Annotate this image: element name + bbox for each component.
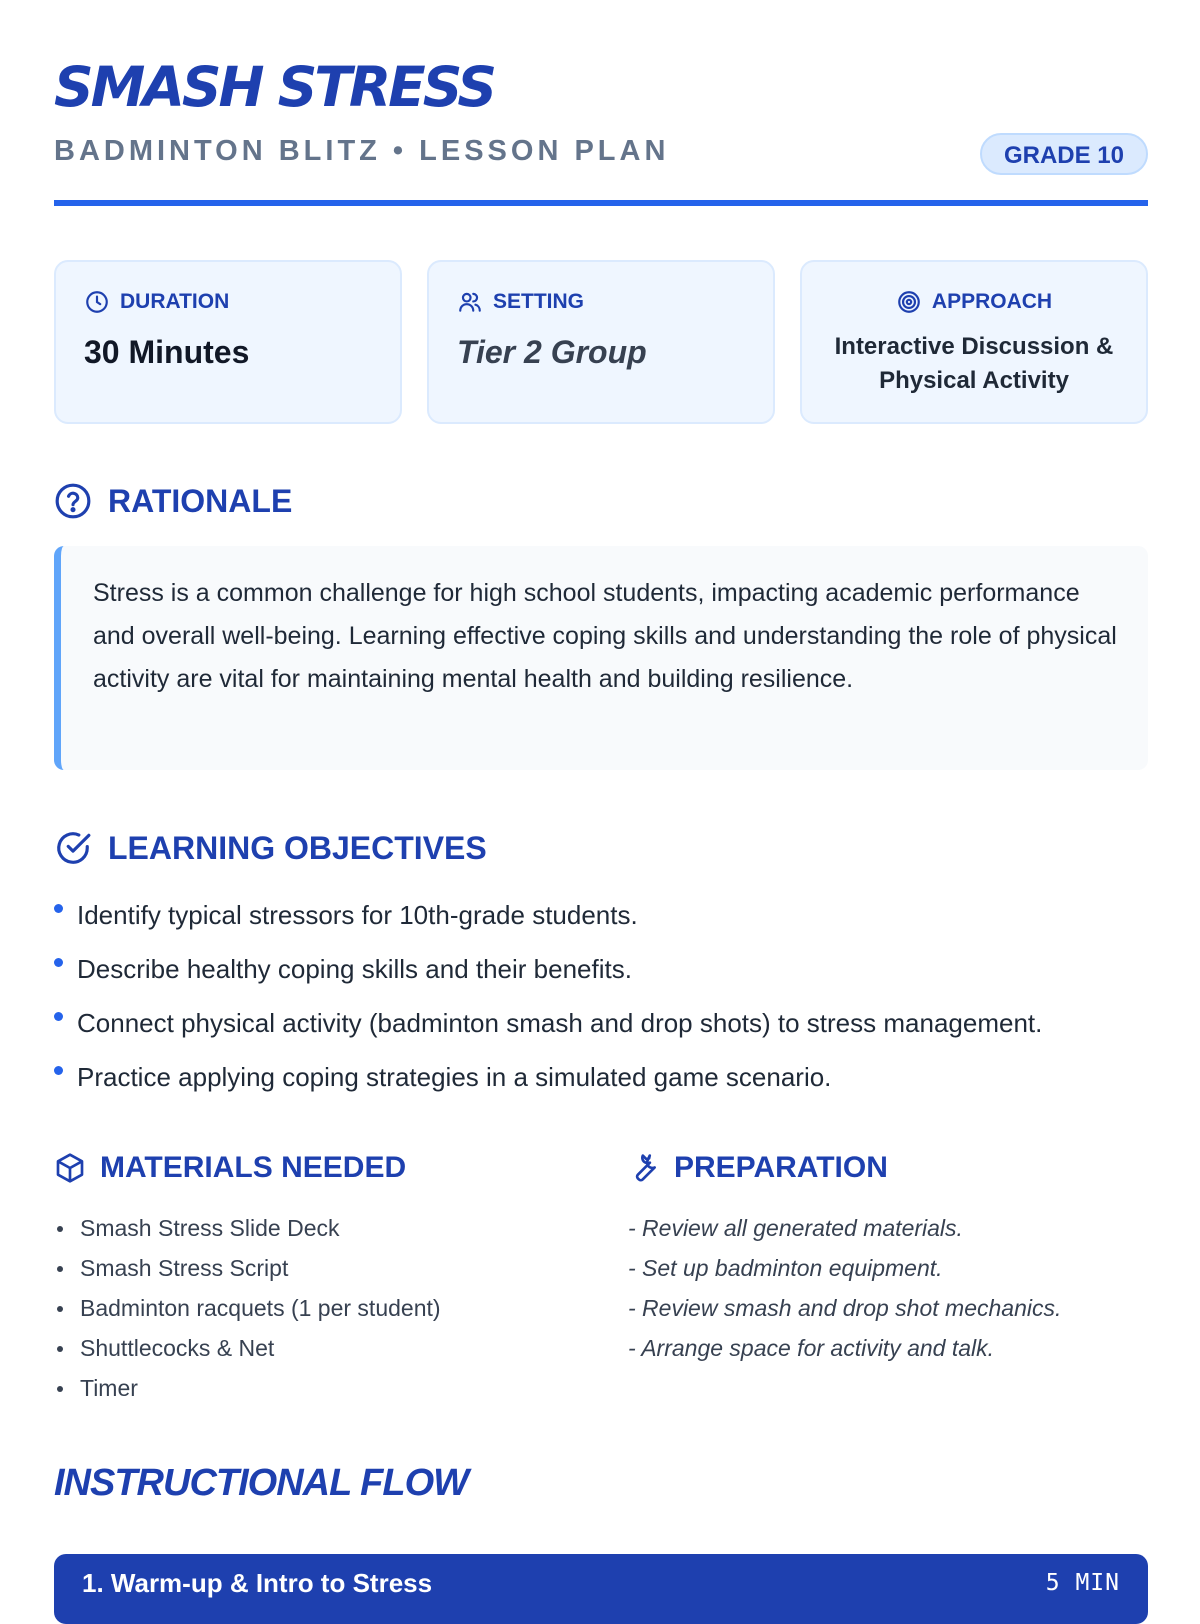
material-item: Smash Stress Script (54, 1248, 441, 1288)
duration-label (84, 288, 229, 316)
setting-label (457, 288, 584, 316)
target-icon (896, 289, 922, 315)
page-title: SMASH STRESS (54, 55, 495, 119)
approach-label-text: APPROACH (931, 290, 1053, 313)
preparation-list (628, 1208, 1061, 1368)
page-subtitle: BADMINTON BLITZ • LESSON PLAN (54, 135, 670, 167)
preparation-heading (628, 1148, 888, 1188)
approach-value-line2: Physical Activity (879, 367, 1069, 394)
approach-label (802, 288, 1146, 316)
material-item: Shuttlecocks & Net (54, 1328, 441, 1368)
instructional-flow-heading: INSTRUCTIONAL FLOW (54, 1462, 469, 1504)
setting-card (427, 260, 775, 424)
objectives-heading-text: LEARNING OBJECTIVES (108, 830, 487, 866)
duration-label-text: DURATION (120, 290, 230, 313)
objective-item: Connect physical activity (badminton smash and drop shots) to stress management. (54, 996, 1042, 1050)
preparation-heading-text: PREPARATION (674, 1151, 888, 1184)
rationale-text: Stress is a common challenge for high school students, impacting academic performance and overall well-being. Learning effective coping skills and understanding the role of physical activity are vital for maintaining mental health and building resilience. (54, 546, 1148, 770)
preparation-item: - Review all generated materials. (628, 1215, 963, 1241)
objectives-list (54, 888, 1042, 1104)
approach-card (800, 260, 1148, 424)
users-icon (457, 289, 483, 315)
box-icon (54, 1152, 86, 1184)
grade-badge: GRADE 10 (980, 133, 1148, 175)
approach-value-line1: Interactive Discussion & (834, 333, 1114, 360)
materials-heading (54, 1148, 406, 1188)
objective-item: Identify typical stressors for 10th-grade students. (54, 888, 1042, 942)
preparation-item: - Review smash and drop shot mechanics. (628, 1295, 1062, 1321)
rationale-heading-text: RATIONALE (108, 483, 293, 519)
material-item: Timer (54, 1368, 441, 1408)
material-item: Badminton racquets (1 per student) (54, 1288, 441, 1328)
objective-item: Practice applying coping strategies in a simulated game scenario. (54, 1050, 1042, 1104)
setting-label-text: SETTING (493, 290, 585, 313)
preparation-item: - Set up badminton equipment. (628, 1255, 943, 1281)
question-circle-icon (54, 482, 92, 520)
preparation-item: - Arrange space for activity and talk. (628, 1335, 995, 1361)
material-item: Smash Stress Slide Deck (54, 1208, 441, 1248)
setting-value: Tier 2 Group (457, 334, 647, 370)
approach-value (802, 330, 1146, 398)
materials-list (54, 1208, 441, 1408)
wrench-icon (628, 1152, 660, 1184)
check-circle-icon (54, 829, 92, 867)
objectives-heading (54, 828, 487, 868)
flow-step-duration: 5 MIN (1045, 1570, 1120, 1596)
flow-step-name: 1. Warm-up & Intro to Stress (82, 1568, 433, 1598)
materials-heading-text: MATERIALS NEEDED (100, 1151, 407, 1184)
objective-item: Describe healthy coping skills and their benefits. (54, 942, 1042, 996)
clock-icon (84, 289, 110, 315)
flow-step-header[interactable] (54, 1554, 1148, 1624)
header-divider (54, 200, 1148, 206)
duration-card (54, 260, 402, 424)
duration-value: 30 Minutes (84, 334, 250, 370)
info-cards (54, 260, 1148, 424)
rationale-heading (54, 481, 292, 521)
